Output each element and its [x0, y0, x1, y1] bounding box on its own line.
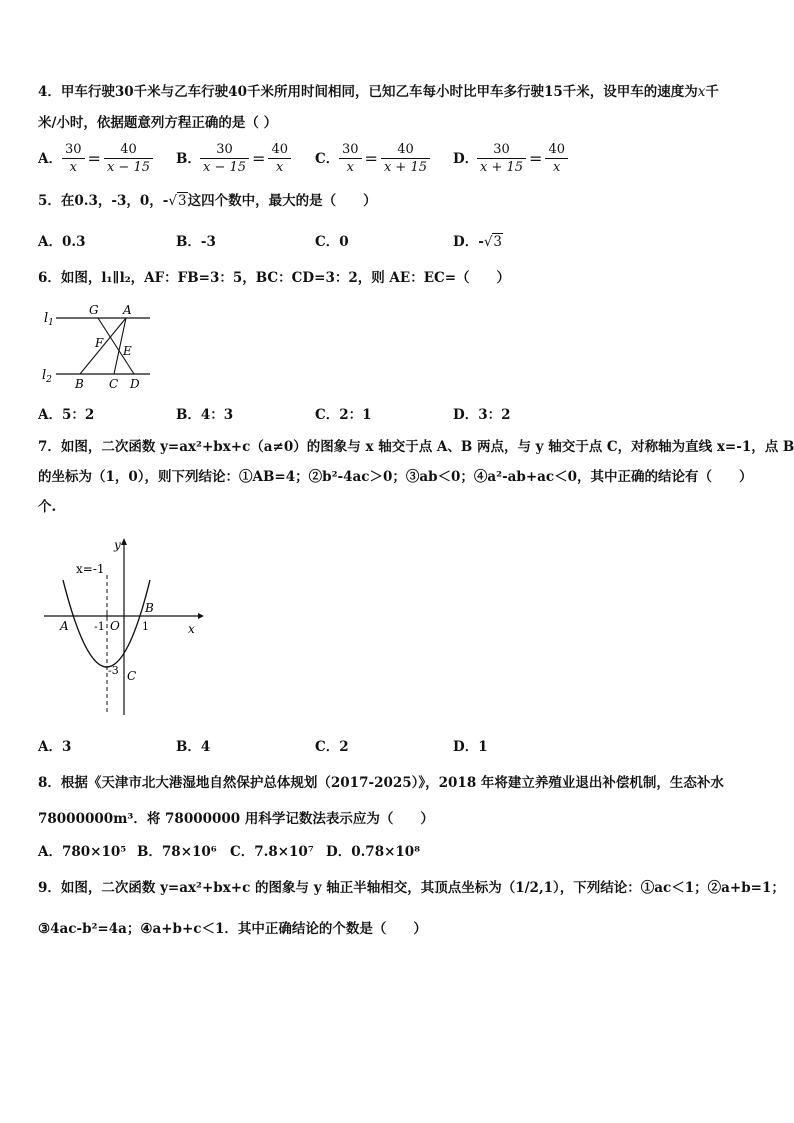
q8-option-d: D．0.78×10⁸ [326, 844, 421, 860]
q6-figure [38, 300, 158, 394]
q4-option-b-label: B． [176, 151, 201, 167]
q5-option-a: A．0.3 [38, 234, 86, 250]
q4-option-a-label: A． [38, 151, 62, 167]
label-g: G [89, 303, 99, 317]
y-axis-arrow [121, 538, 127, 545]
label-y: y [114, 538, 121, 552]
q9-stem-line2: ③4ac-b²=4a；④a+b+c＜1．其中正确结论的个数是（ ） [38, 921, 427, 937]
q9-stem-line1: 9．如图，二次函数 y=ax²+bx+c 的图象与 y 轴正半轴相交，其顶点坐标为（1/2,1），下列结论：①ac＜1；②a+b=1； [38, 880, 785, 896]
label-b: B [145, 601, 154, 615]
q8-stem-line2: 78000000m³．将 78000000 用科学记数法表示应为（ ） [38, 811, 434, 827]
q7-option-a: A．3 [38, 739, 72, 755]
q4-option-b-equation: $\frac{30}{x - 15}$ = $\frac{40}{x}$ [200, 141, 291, 176]
q7-stem-line2: 的坐标为（1，0），则下列结论：①AB=4；②b²-4ac＞0；③ab＜0；④a²-ab+ac＜0，其中正确的结论有（ ） [38, 469, 753, 485]
q6-option-c: C．2：1 [315, 407, 372, 423]
label-a: A [60, 619, 69, 633]
q7-figure [38, 535, 208, 720]
q7-stem-line1: 7．如图，二次函数 y=ax²+bx+c（a≠0）的图象与 x 轴交于点 A、B 两点，与 y 轴交于点 C，对称轴为直线 x=-1，点 B [38, 439, 794, 455]
q8-option-c: C．7.8×10⁷ [230, 844, 314, 860]
label-c: C [109, 377, 119, 391]
q7-stem-line3: 个. [38, 499, 57, 515]
x-axis-arrow [198, 613, 204, 619]
q4-option-c-equation: $\frac{30}{x}$ = $\frac{40}{x + 15}$ [339, 141, 430, 176]
label-d: D [130, 377, 140, 391]
q4-option-d-label: D． [453, 151, 479, 167]
label-o: O [110, 619, 120, 633]
q4-option-a-equation: $\frac{30}{x}$ = $\frac{40}{x - 15}$ [62, 141, 153, 176]
label-l1: $l_1$ [44, 311, 54, 328]
q4-stem-line2: 米/小时，依据题意列方程正确的是（ ） [38, 115, 278, 131]
label-neg1: -1 [94, 620, 105, 633]
q7-option-d: D．1 [453, 739, 488, 755]
q7-option-b: B．4 [176, 739, 211, 755]
q6-stem: 6．如图，l₁∥l₂，AF：FB=3：5，BC：CD=3：2，则 AE：EC=（ ） [38, 270, 511, 286]
label-f: F [95, 336, 104, 350]
label-b: B [75, 377, 84, 391]
label-x: x [188, 622, 195, 636]
label-x-eq-neg1: x=-1 [76, 562, 105, 576]
q4-option-c-label: C． [315, 151, 340, 167]
q5-option-c: C．0 [315, 234, 349, 250]
q8-option-a: A．780×10⁵ [38, 844, 127, 860]
label-pos1: 1 [142, 620, 149, 633]
label-neg3: -3 [108, 664, 119, 677]
q5-stem: 5．在0.3，-3，0，-√3这四个数中，最大的是（ ） [38, 193, 377, 209]
q6-option-a: A．5：2 [38, 407, 95, 423]
label-c: C [127, 669, 137, 683]
q5-option-d: D．-√3 [453, 234, 503, 250]
label-l2: $l_2$ [42, 368, 52, 385]
q4-stem-line1: 4．甲车行驶30千米与乙车行驶40千米所用时间相同，已知乙车每小时比甲车多行驶15千米，设甲车的速度为x千 [38, 84, 719, 100]
label-e: E [123, 344, 132, 358]
q6-option-b: B．4：3 [176, 407, 234, 423]
q8-stem-line1: 8．根据《天津市北大港湿地自然保护总体规划（2017-2025）》，2018 年将建立养殖业退出补偿机制，生态补水 [38, 775, 724, 791]
q8-option-b: B．78×10⁶ [137, 844, 217, 860]
q5-option-b: B．-3 [176, 234, 216, 250]
q4-option-d-equation: $\frac{30}{x + 15}$ = $\frac{40}{x}$ [477, 141, 568, 176]
q7-option-c: C．2 [315, 739, 349, 755]
label-a: A [123, 303, 132, 317]
q6-option-d: D．3：2 [453, 407, 511, 423]
